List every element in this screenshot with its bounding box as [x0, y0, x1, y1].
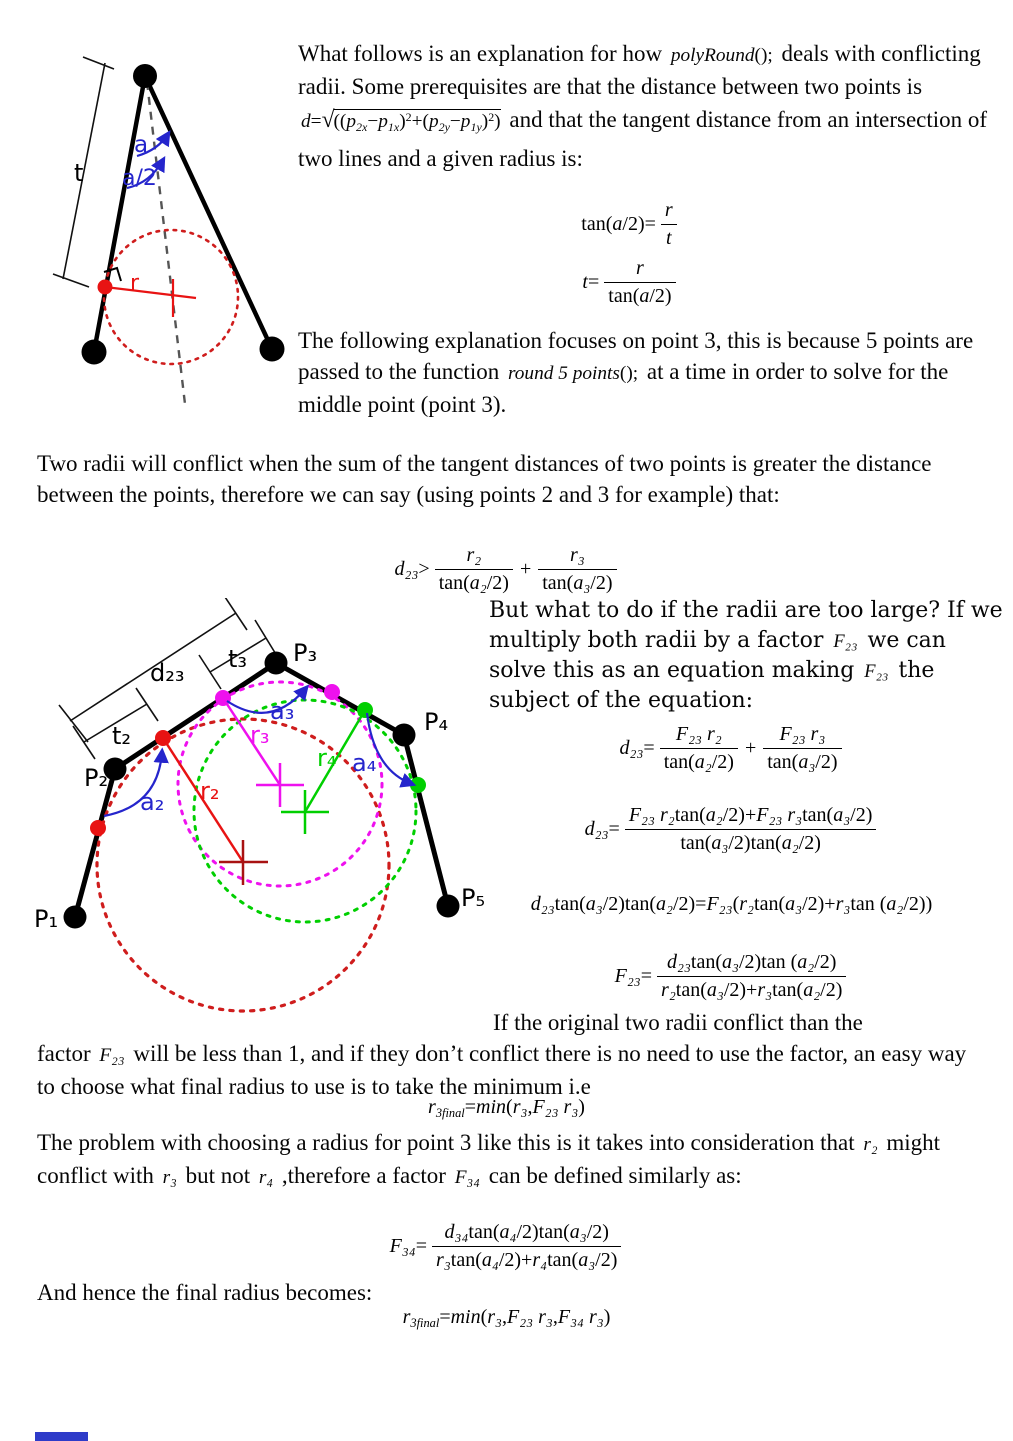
math-seg: a [612, 213, 623, 235]
formula-d23-combined [455, 803, 1008, 856]
math-seg: r₃ [569, 544, 585, 566]
math-seg: d₂₃ [530, 893, 555, 915]
bisector-dashed-line [147, 82, 185, 404]
text-run: at a time in order to solve for the middle point (point 3). [298, 359, 949, 417]
label-r4: r₄ [317, 744, 337, 772]
math-seg: F₃₄ [389, 1235, 416, 1257]
text-run: and that the tangent distance from an intersection of two lines and a given radius is: [298, 106, 988, 171]
math-seg: /2) [798, 832, 821, 854]
denominator [657, 976, 846, 1003]
math-seg: F₂₃ r₃ [532, 1096, 579, 1118]
text-run: we can solve this as an equation making [489, 628, 946, 683]
formula-F23-solved [455, 950, 1008, 1003]
math-seg: /2) [486, 572, 509, 594]
label-p1: P₁ [34, 905, 59, 933]
math-seg: tan ( [850, 893, 887, 915]
math-seg: a [639, 285, 650, 307]
math-seg: tan( [675, 979, 707, 1001]
inline-math-F23 [833, 631, 857, 651]
denominator [661, 224, 677, 251]
formula-tan-half-angle [581, 198, 678, 251]
paragraph-final-radius [37, 1277, 737, 1308]
fraction [661, 198, 677, 251]
math-seg: r [402, 1306, 411, 1328]
math-seg: = [310, 110, 322, 132]
math-seg: /2)tan ( [738, 951, 798, 973]
denominator [763, 748, 841, 775]
fraction [435, 543, 513, 596]
math-seg: 2 [405, 110, 412, 124]
math-seg: r₂ [466, 544, 482, 566]
denominator [435, 569, 513, 596]
math-seg: = [464, 1096, 477, 1118]
fraction [432, 1220, 621, 1273]
math-seg: ) [603, 1306, 611, 1328]
text-run: Two radii will conflict when the sum of the tangent distances of two points is greater the distance between the points, therefore we can say (using points 2 and 3 for example) that: [37, 451, 932, 507]
math-seg: a₃ [569, 1221, 587, 1243]
label-a3: a₃ [270, 697, 295, 725]
math-seg: /2) [814, 951, 837, 973]
math-seg: ) [481, 110, 489, 132]
formula-lhs [620, 737, 655, 760]
math-seg: F₂₃ [833, 631, 858, 651]
math-seg: tan( [674, 804, 706, 826]
sqrt-sign: √ [321, 106, 335, 133]
math-seg: /2)+ [802, 893, 836, 915]
math-seg: r₂ [661, 979, 676, 1001]
math-seg: a₃ [706, 979, 724, 1001]
math-seg: tan( [581, 213, 613, 235]
math-seg: tan( [608, 285, 640, 307]
vertex-dots [64, 652, 460, 929]
paragraph-problem [37, 1127, 995, 1193]
inline-math-F34 [455, 1167, 480, 1188]
inline-math-distance [301, 106, 501, 134]
label-t3: t₃ [228, 645, 248, 673]
math-seg: tan( [680, 832, 712, 854]
math-seg: 2y [438, 119, 450, 134]
math-seg: ) [399, 110, 406, 132]
math-seg: a₂ [781, 832, 799, 854]
math-seg: a₂ [886, 893, 904, 915]
math-seg: , [527, 1096, 533, 1118]
fraction [657, 950, 846, 1003]
inline-math-r2 [863, 1134, 877, 1155]
text-run: deals with conflicting radii. Some prerequisites are that the distance between two points is [298, 41, 981, 99]
label-p5: P₅ [461, 884, 486, 912]
math-seg: d₂₃ [584, 818, 609, 840]
text-run: The problem with choosing a radius for point 3 like this is it takes into consideration that [37, 1130, 861, 1155]
math-seg: r₂ [863, 1134, 878, 1155]
math-seg: > [418, 558, 430, 580]
numerator [661, 198, 677, 224]
math-seg: /2)= [672, 893, 707, 915]
math-seg: − [367, 110, 379, 132]
math-seg: /2) [649, 285, 672, 307]
label-r2: r₂ [200, 777, 220, 805]
math-seg: /2)tan( [516, 1221, 570, 1243]
vertex-dots [82, 64, 285, 365]
math-seg: 3final [410, 1315, 440, 1330]
math-seg: = [640, 965, 653, 987]
formula-lhs [585, 818, 620, 841]
formula-line [403, 1306, 611, 1331]
math-seg: d₂₃ [394, 558, 419, 580]
inline-math-F23 [864, 661, 888, 681]
math-seg: tan( [438, 572, 470, 594]
denominator [538, 569, 616, 596]
math-seg: F₂₃ r₃ [507, 1306, 553, 1328]
math-seg: a₄ [481, 1249, 499, 1271]
math-seg: /2)tan( [728, 832, 782, 854]
text-run: What follows is an explanation for how [298, 41, 668, 66]
math-seg: /2)tan( [602, 893, 657, 915]
math-seg: t [666, 227, 672, 249]
math-seg: a₃ [711, 832, 729, 854]
math-seg: p [378, 110, 388, 132]
math-seg: d₃₄ [444, 1221, 469, 1243]
math-seg: tan( [542, 572, 574, 594]
inline-math-r4 [259, 1167, 273, 1188]
math-seg: F₂₃ [99, 1045, 125, 1066]
math-seg: r [428, 1096, 436, 1118]
math-seg: + [744, 737, 757, 759]
formula-lhs [395, 558, 430, 581]
math-seg: a₂ [705, 804, 723, 826]
math-seg: = [643, 737, 655, 759]
math-seg: /2) [586, 1221, 609, 1243]
math-seg: r [664, 199, 673, 221]
math-seg: F₂₃ [864, 661, 889, 681]
rounding-circle-dotted [104, 230, 238, 364]
math-seg: /2)+ [723, 979, 758, 1001]
label-a4: a₄ [352, 749, 377, 777]
math-seg: tan( [663, 751, 695, 773]
math-seg: = [439, 1306, 451, 1328]
formula-r3final-min3 [0, 1306, 1013, 1331]
inline-math-polyround [671, 45, 773, 66]
math-seg: F₂₃ [706, 893, 733, 915]
math-seg: = [608, 818, 620, 840]
label-a-half: a/2 [122, 166, 157, 191]
math-seg: a₂ [656, 893, 673, 915]
numerator [763, 722, 841, 748]
text-run: But what to do if the radii are too large? If we multiply both radii by a factor [489, 598, 1003, 653]
text-run: And hence the final radius becomes: [37, 1280, 373, 1305]
math-seg: tan( [754, 893, 786, 915]
fraction [604, 256, 675, 309]
math-seg: a₂ [469, 572, 487, 594]
math-seg: (); [754, 45, 773, 66]
text-run: The following explanation focuses on point 3, this is because 5 points are passed to the function [298, 328, 974, 384]
math-seg: 1y [470, 119, 482, 134]
fraction [625, 803, 877, 856]
fraction [660, 722, 738, 775]
math-seg: F₂₃ [614, 965, 641, 987]
formula-lhs [390, 1235, 427, 1258]
math-seg: r₃ [512, 1096, 528, 1118]
math-seg: tan( [554, 893, 586, 915]
paragraph-intro [298, 38, 995, 174]
math-seg: tan( [468, 1221, 500, 1243]
math-seg: ( [506, 1096, 513, 1118]
half-angle-formulas [440, 198, 820, 309]
text-run: but not [179, 1163, 256, 1188]
math-seg: F₂₃ r₃ [779, 723, 826, 745]
math-seg: r₂ [739, 893, 755, 915]
math-seg: min [476, 1096, 507, 1118]
radius-marks [105, 279, 196, 317]
math-seg: , [552, 1306, 558, 1328]
math-seg: p [428, 110, 439, 132]
math-seg: /2) [815, 751, 838, 773]
text-run: ,therefore a factor [276, 1163, 452, 1188]
numerator [660, 722, 738, 748]
inline-math-F23 [99, 1045, 124, 1066]
paragraph-original-conflict-line1 [493, 1007, 1013, 1038]
label-r3: r₃ [250, 721, 270, 749]
label-t2: t₂ [112, 722, 132, 750]
math-seg: tan( [772, 979, 804, 1001]
math-seg: a₃ [721, 951, 739, 973]
math-seg: r₃ [436, 1249, 451, 1271]
tangent-point-dot [98, 280, 113, 295]
math-seg: 2x [356, 119, 368, 134]
formula-tangent-distance [582, 256, 677, 309]
text-run: If the original two radii conflict than the [493, 1010, 863, 1035]
math-seg: tan( [767, 751, 799, 773]
formula-line [531, 893, 933, 916]
math-seg: − [449, 110, 461, 132]
formula-lhs [615, 965, 652, 988]
radicand [334, 109, 501, 132]
formula-d23-with-factor [455, 722, 1008, 775]
paragraph-conflict [37, 448, 995, 510]
label-a2: a₂ [140, 788, 165, 816]
math-seg: /2) [850, 804, 873, 826]
math-seg: r₄ [532, 1249, 548, 1271]
math-seg: tan( [547, 1249, 579, 1271]
math-seg: r₄ [258, 1167, 274, 1188]
fraction [763, 722, 841, 775]
math-seg: ( [480, 1306, 488, 1328]
math-seg: tan( [450, 1249, 482, 1271]
math-seg: r [636, 257, 644, 279]
math-seg: r₃ [835, 893, 851, 915]
numerator [625, 803, 877, 829]
math-seg: min [450, 1306, 481, 1328]
math-seg: /2) [595, 1249, 618, 1271]
math-seg: (( [333, 110, 347, 132]
formula-lhs [581, 213, 656, 236]
label-d23: d₂₃ [150, 659, 185, 687]
denominator [432, 1246, 621, 1273]
paragraph-point3 [298, 325, 998, 420]
math-seg: p [346, 110, 357, 132]
operator [745, 737, 756, 760]
math-seg: r₃ [487, 1306, 503, 1328]
math-seg: = [415, 1235, 428, 1257]
math-seg: d [301, 110, 311, 132]
math-seg: 2 [488, 110, 495, 124]
math-seg: F₃₄ r₃ [557, 1306, 604, 1328]
text-run: can be defined similarly as: [482, 1163, 742, 1188]
formula-r3final-min2 [0, 1096, 1013, 1121]
formula-cross-multiplied [455, 893, 1008, 916]
math-seg: ) [494, 110, 501, 132]
numerator [538, 543, 616, 569]
formula-line [428, 1096, 585, 1121]
formula-conflict-inequality [0, 543, 1013, 596]
math-seg: r₃ [162, 1167, 177, 1188]
math-seg: (); [619, 363, 639, 384]
polygon-edges [94, 76, 272, 352]
math-seg: /2)= [622, 213, 656, 235]
inline-math-r3 [163, 1167, 177, 1188]
operator [520, 558, 531, 581]
math-seg: 1x [387, 119, 400, 134]
math-seg: = [587, 271, 600, 293]
inline-math-round5points [508, 363, 638, 384]
blue-artifact-bar [35, 1432, 88, 1441]
math-seg: tan( [802, 804, 834, 826]
math-seg: a₃ [573, 572, 591, 594]
math-seg: a₂ [797, 951, 815, 973]
denominator [660, 748, 738, 775]
math-seg: a₃ [578, 1249, 596, 1271]
denominator [625, 829, 877, 856]
numerator [657, 950, 846, 976]
math-seg: /2) [711, 751, 734, 773]
text-run: factor [37, 1041, 97, 1066]
math-seg: /2)+ [722, 804, 757, 826]
math-seg: F₂₃ r₂ [675, 723, 722, 745]
math-seg: p [460, 110, 471, 132]
math-seg: ( [732, 893, 740, 915]
label-a: a [134, 132, 149, 158]
paragraph-original-conflict-rest [37, 1038, 982, 1102]
denominator [604, 282, 675, 309]
math-seg: /2) [590, 572, 613, 594]
math-seg: 3final [435, 1105, 465, 1120]
math-seg: a₂ [694, 751, 712, 773]
math-seg: +( [411, 110, 429, 132]
math-seg: round 5 points [507, 363, 620, 384]
polyline-diagram [28, 598, 506, 1032]
text-run: will be less than 1, and if they don’t conflict there is no need to use the factor, an easy way to choose what final radius to use is to take the minimum i.e [37, 1041, 967, 1099]
math-seg: a₃ [785, 893, 803, 915]
text-run: the subject of the equation: [489, 658, 935, 713]
math-seg: polyRound [670, 45, 755, 66]
math-seg: a₃ [585, 893, 603, 915]
label-p3: P₃ [293, 639, 318, 667]
math-seg: F₃₄ [454, 1167, 480, 1188]
t-dimension-lines [53, 57, 114, 287]
math-seg: /2) [820, 979, 843, 1001]
math-seg: d₂₃ [666, 951, 691, 973]
math-seg: d₂₃ [619, 737, 644, 759]
math-pre [301, 111, 322, 132]
math-seg: a₃ [798, 751, 816, 773]
text-run: might conflict with [37, 1130, 941, 1188]
formula-F34 [0, 1220, 1013, 1273]
label-p4: P₄ [424, 708, 449, 736]
numerator [432, 1220, 621, 1246]
tangent-diagram [28, 45, 320, 420]
math-seg: a₂ [803, 979, 821, 1001]
math-seg: /2)+ [498, 1249, 533, 1271]
math-seg: a₄ [499, 1221, 517, 1243]
math-seg: r₃ [757, 979, 773, 1001]
math-seg: t [582, 271, 588, 293]
label-r: r [130, 271, 140, 296]
math-seg: /2)) [903, 893, 933, 915]
math-seg: + [519, 558, 532, 580]
fraction [538, 543, 616, 596]
math-seg: F₂₃ r₂ [628, 804, 675, 826]
paragraph-factor [489, 596, 1006, 716]
label-t: t [74, 159, 84, 187]
math-seg: ) [578, 1096, 585, 1118]
formula-lhs [582, 271, 599, 294]
math-seg: tan( [690, 951, 722, 973]
numerator [435, 543, 513, 569]
label-p2: P₂ [84, 764, 109, 792]
numerator [604, 256, 675, 282]
math-seg: a₃ [833, 804, 851, 826]
math-seg: , [502, 1306, 508, 1328]
math-seg: F₂₃ r₃ [756, 804, 803, 826]
